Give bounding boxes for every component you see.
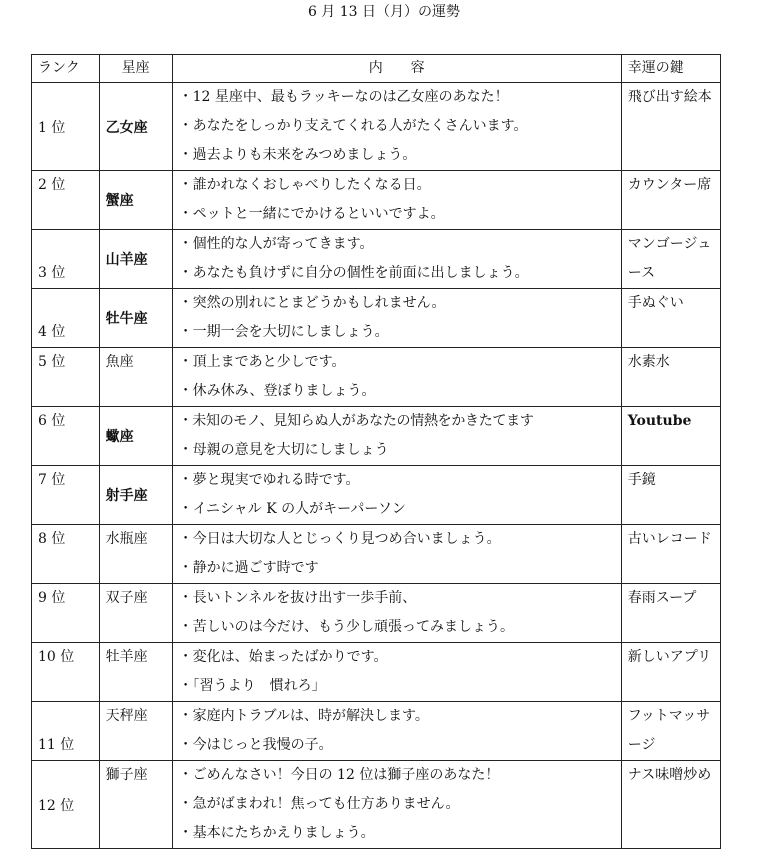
table-row [32, 584, 721, 643]
content-line: ・過去よりも未来をみつめましょう。 [178, 147, 417, 163]
table-row [32, 171, 721, 230]
header-rank: ランク [32, 55, 100, 83]
content-line: ・あなたをしっかり支えてくれる人がたくさんいます。 [178, 118, 528, 134]
content-line: ・突然の別れにとまどうかもしれません。 [178, 295, 446, 311]
table-row [32, 289, 721, 348]
lucky-key-cell: 新しいアプリ [621, 643, 720, 702]
rank-cell: 2 位 [32, 171, 100, 230]
lucky-key-cell: フットマッサージ [621, 702, 720, 761]
content-line: ・頂上まであと少しです。 [178, 354, 346, 370]
page-title: 6 月 13 日（月）の運勢 [307, 4, 461, 20]
rank-cell: 10 位 [32, 643, 100, 702]
lucky-key-cell: ナス味噌炒め [621, 761, 720, 849]
table-row [32, 525, 721, 584]
header-key: 幸運の鍵 [621, 55, 720, 83]
content-cell [172, 643, 621, 702]
rank-cell: 7 位 [32, 466, 100, 525]
lucky-key-cell: 水素水 [621, 348, 720, 407]
sign-cell: 水瓶座 [99, 525, 172, 584]
content-cell [172, 525, 621, 584]
lucky-key-cell: 飛び出す絵本 [621, 83, 720, 171]
table-row [32, 466, 721, 525]
content-cell [172, 83, 621, 171]
sign-cell: 天秤座 [99, 702, 172, 761]
header-sign: 星座 [99, 55, 172, 83]
content-line: ・夢と現実でゆれる時です。 [178, 472, 360, 488]
content-line: ・今はじっと我慢の子。 [178, 737, 333, 753]
content-line: ・休み休み、登ぼりましょう。 [178, 383, 376, 399]
content-line: ・あなたも負けずに自分の個性を前面に出しましょう。 [178, 265, 529, 281]
sign-cell: 射手座 [99, 466, 172, 525]
sign-cell: 蠍座 [99, 407, 172, 466]
sign-cell: 牡牛座 [99, 289, 172, 348]
content-line: ・ごめんなさい！今日の 12 位は獅子座のあなた！ [178, 767, 500, 783]
content-cell [172, 407, 621, 466]
content-cell [172, 466, 621, 525]
table-row [32, 761, 721, 849]
content-line: ・変化は、始まったばかりです。 [178, 649, 388, 665]
rank-cell: 6 位 [32, 407, 100, 466]
rank-cell: 8 位 [32, 525, 100, 584]
content-cell [172, 702, 621, 761]
lucky-key-cell: Youtube [621, 407, 720, 466]
content-line: ・静かに過ごす時です [178, 560, 319, 576]
content-line: ・長いトンネルを抜け出す一歩手前、 [178, 590, 417, 606]
content-line: ・未知のモノ、見知らぬ人があなたの情熱をかきたてます [178, 413, 534, 429]
content-line: ・家庭内トラブルは、時が解決します。 [178, 708, 429, 724]
content-line: ・一期一会を大切にしましょう。 [178, 324, 389, 340]
table-row [32, 702, 721, 761]
table-row [32, 348, 721, 407]
content-line: ・ペットと一緒にでかけるといいですよ。 [178, 206, 445, 222]
lucky-key-cell: マンゴージュース [621, 230, 720, 289]
content-line: ・基本にたちかえりましょう。 [178, 825, 375, 841]
content-cell [172, 348, 621, 407]
rank-cell: 4 位 [32, 289, 100, 348]
content-line: ・母親の意見を大切にしましょう [178, 442, 389, 458]
lucky-key-cell: 手鏡 [621, 466, 720, 525]
table-row [32, 83, 721, 171]
content-line: ・苦しいのは今だけ、もう少し頑張ってみましょう。 [178, 619, 515, 635]
content-cell [172, 230, 621, 289]
rank-cell: 5 位 [32, 348, 100, 407]
rank-cell: 12 位 [32, 761, 100, 849]
content-line: ・「習うより 慣れろ」 [178, 678, 326, 694]
sign-cell: 乙女座 [99, 83, 172, 171]
content-cell [172, 289, 621, 348]
lucky-key-cell: 手ぬぐい [621, 289, 720, 348]
content-line: ・誰かれなくおしゃべりしたくなる日。 [178, 177, 431, 193]
content-line: ・急がばまわれ！焦っても仕方ありません。 [178, 796, 460, 812]
sign-cell: 山羊座 [99, 230, 172, 289]
sign-cell: 魚座 [99, 348, 172, 407]
rank-cell: 11 位 [32, 702, 100, 761]
sign-cell: 牡羊座 [99, 643, 172, 702]
sign-cell: 双子座 [99, 584, 172, 643]
horoscope-table [31, 54, 721, 849]
table-row [32, 230, 721, 289]
content-cell [172, 171, 621, 230]
content-line: ・12 星座中、最もラッキーなのは乙女座のあなた！ [178, 89, 509, 105]
table-row [32, 407, 721, 466]
table-row [32, 643, 721, 702]
header-row [32, 55, 721, 83]
content-line: ・個性的な人が寄ってきます。 [178, 236, 374, 252]
content-line: ・イニシャル K の人がキーパーソン [178, 501, 406, 517]
sign-cell: 蟹座 [99, 171, 172, 230]
rank-cell: 1 位 [32, 83, 100, 171]
lucky-key-cell: カウンター席 [621, 171, 720, 230]
header-content: 内 容 [172, 55, 621, 83]
content-cell [172, 584, 621, 643]
rank-cell: 9 位 [32, 584, 100, 643]
content-line: ・今日は大切な人とじっくり見つめ合いましょう。 [178, 531, 501, 547]
content-cell [172, 761, 621, 849]
rank-cell: 3 位 [32, 230, 100, 289]
lucky-key-cell: 古いレコード [621, 525, 720, 584]
lucky-key-cell: 春雨スープ [621, 584, 720, 643]
sign-cell: 獅子座 [99, 761, 172, 849]
